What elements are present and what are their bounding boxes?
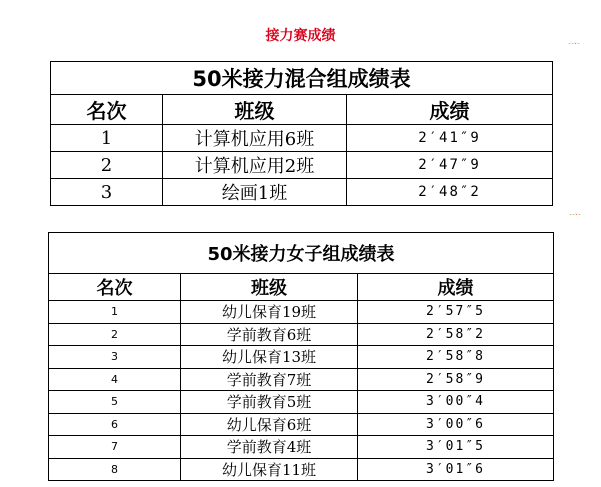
rank-cell: 3: [51, 179, 163, 206]
column-header-score: 成绩: [347, 95, 553, 125]
score-cell: 3′01″5: [358, 436, 554, 459]
table-title: 50米接力混合组成绩表: [51, 62, 553, 95]
table-row: [49, 413, 554, 436]
class-cell: 幼儿保育19班: [181, 301, 358, 324]
score-cell: 2′47″9: [347, 152, 553, 179]
table-row: [49, 301, 554, 324]
column-header-rank: 名次: [49, 274, 181, 301]
class-cell: 计算机应用2班: [163, 152, 347, 179]
score-cell: 2′58″2: [358, 323, 554, 346]
table-row: [49, 436, 554, 459]
decorative-mark: ˉˉˇˉ: [569, 214, 581, 221]
rank-cell: 5: [49, 391, 181, 414]
rank-cell: 1: [49, 301, 181, 324]
class-cell: 学前教育4班: [181, 436, 358, 459]
column-header-score: 成绩: [358, 274, 554, 301]
class-cell: 学前教育6班: [181, 323, 358, 346]
class-cell: 幼儿保育13班: [181, 346, 358, 369]
table-row: [49, 323, 554, 346]
score-cell: 2′58″9: [358, 368, 554, 391]
results-table-mixed: [50, 61, 553, 206]
score-cell: 3′01″6: [358, 458, 554, 481]
class-cell: 绘画1班: [163, 179, 347, 206]
score-cell: 2′41″9: [347, 125, 553, 152]
page-title: 接力赛成绩: [265, 28, 336, 44]
score-cell: 2′58″8: [358, 346, 554, 369]
score-cell: 3′00″4: [358, 391, 554, 414]
rank-cell: 8: [49, 458, 181, 481]
table-row: [51, 179, 553, 206]
rank-cell: 2: [49, 323, 181, 346]
rank-cell: 4: [49, 368, 181, 391]
table-row: [49, 346, 554, 369]
class-cell: 计算机应用6班: [163, 125, 347, 152]
score-cell: 2′57″5: [358, 301, 554, 324]
table-row: [49, 458, 554, 481]
table-row: [51, 152, 553, 179]
rank-cell: 6: [49, 413, 181, 436]
class-cell: 学前教育5班: [181, 391, 358, 414]
class-cell: 幼儿保育11班: [181, 458, 358, 481]
column-header-class: 班级: [163, 95, 347, 125]
decorative-mark: ˉˉˇˉ: [568, 43, 580, 50]
table-row: [51, 125, 553, 152]
column-header-rank: 名次: [51, 95, 163, 125]
class-cell: 学前教育7班: [181, 368, 358, 391]
table-title: 50米接力女子组成绩表: [49, 233, 554, 274]
rank-cell: 2: [51, 152, 163, 179]
rank-cell: 1: [51, 125, 163, 152]
column-header-class: 班级: [181, 274, 358, 301]
table-row: [49, 368, 554, 391]
results-table-women: [48, 232, 554, 481]
score-cell: 3′00″6: [358, 413, 554, 436]
rank-cell: 7: [49, 436, 181, 459]
class-cell: 幼儿保育6班: [181, 413, 358, 436]
score-cell: 2′48″2: [347, 179, 553, 206]
rank-cell: 3: [49, 346, 181, 369]
table-row: [49, 391, 554, 414]
